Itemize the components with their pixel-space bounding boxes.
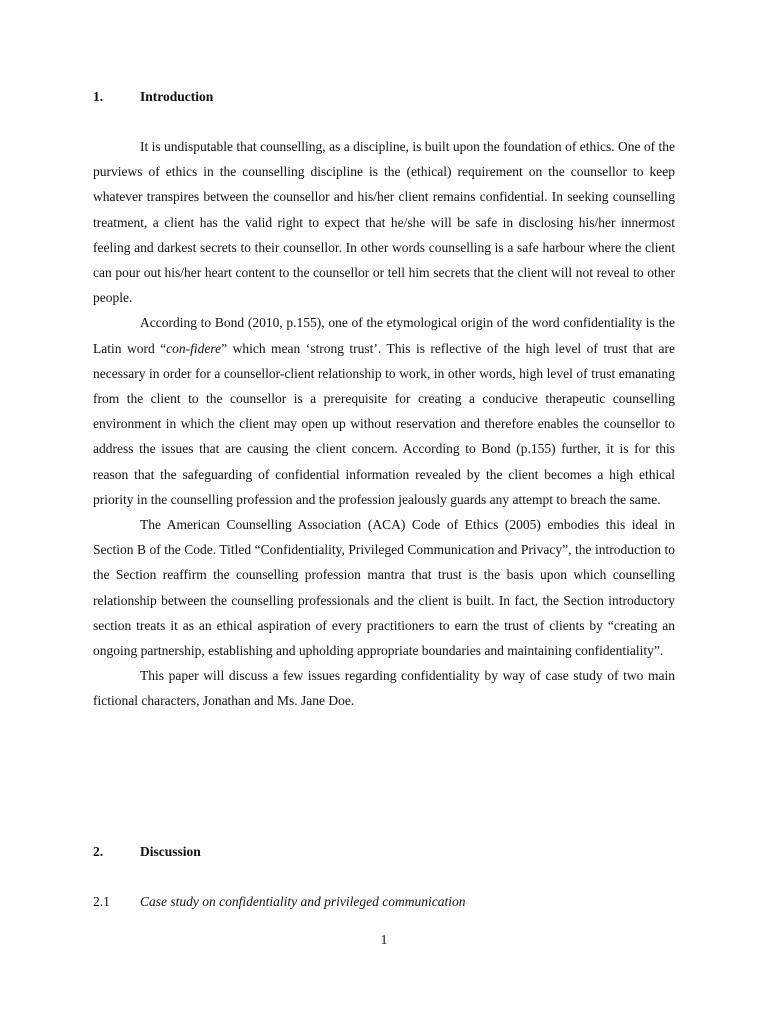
paragraph-4: This paper will discuss a few issues regarding confidentiality by way of case study of two main fictional characters, Jonathan and Ms. Jane Doe. <box>93 668 675 709</box>
paragraph-1: It is undisputable that counselling, as a discipline, is built upon the foundation of ethics. One of the purviews of ethics in the counselling discipline is the (ethical) requirement on the counsellor to keep whatever transpires between the counsellor and his/her client remains confidential. In seeking counselling treatment, a client has the valid right to expect that he/she will be safe in disclosing his/her innermost feeling and darkest secrets to their counsellor. In other words counselling is a safe harbour where the client can pour out his/her heart content to the counsellor or tell him secrets that the client will not reveal to other people. <box>93 139 675 306</box>
section-number: 1. <box>93 89 104 104</box>
subsection-number: 2.1 <box>93 894 110 909</box>
paragraph-2-text-b: ” which mean ‘strong trust’. This is reflective of the high level of trust that are necessary in order for a counsellor-client relationship to work, in other words, high level of trust emanating from the client to the counsellor is a prerequisite for creating a conducive therapeutic counselling environment in which the client may open up without reservation and therefore enables the counsellor to address the issues that are causing the client concern. According to Bond (p.155) further, it is for this reason that the safeguarding of confidential information revealed by the client becomes a high ethical priority in the counselling profession and the profession jealously guards any attempt to breach the same. <box>93 340 675 507</box>
section-title: Introduction <box>140 89 214 104</box>
section-title: Discussion <box>140 844 201 859</box>
discussion-heading <box>93 844 201 860</box>
introduction-heading <box>93 89 213 105</box>
introduction-body <box>93 134 675 714</box>
paragraph-3: The American Counselling Association (ACA) Code of Ethics (2005) embodies this ideal in Section B of the Code. Titled “Confidentiality, Privileged Communication and Privacy”, the introduction to the Section reaffirm the counselling profession mantra that trust is the basis upon which counselling relationship between the counselling professionals and the client is built. In fact, the Section introductory section treats it as an ethical aspiration of every practitioners to earn the trust of clients by “creating an ongoing partnership, establishing and upholding appropriate boundaries and maintaining confidentiality”. <box>93 517 675 659</box>
subsection-heading <box>93 894 465 910</box>
section-number: 2. <box>93 844 104 859</box>
page-number: 1 <box>380 932 388 947</box>
paragraph-2-text-a: According to Bond (2010, p.155), one of the etymological origin of the word confidentiality is the Latin word “ <box>93 315 675 356</box>
subsection-title: Case study on confidentiality and privileged communication <box>140 894 466 909</box>
paragraph-2 <box>93 310 675 512</box>
latin-term: con-fidere <box>166 340 222 356</box>
